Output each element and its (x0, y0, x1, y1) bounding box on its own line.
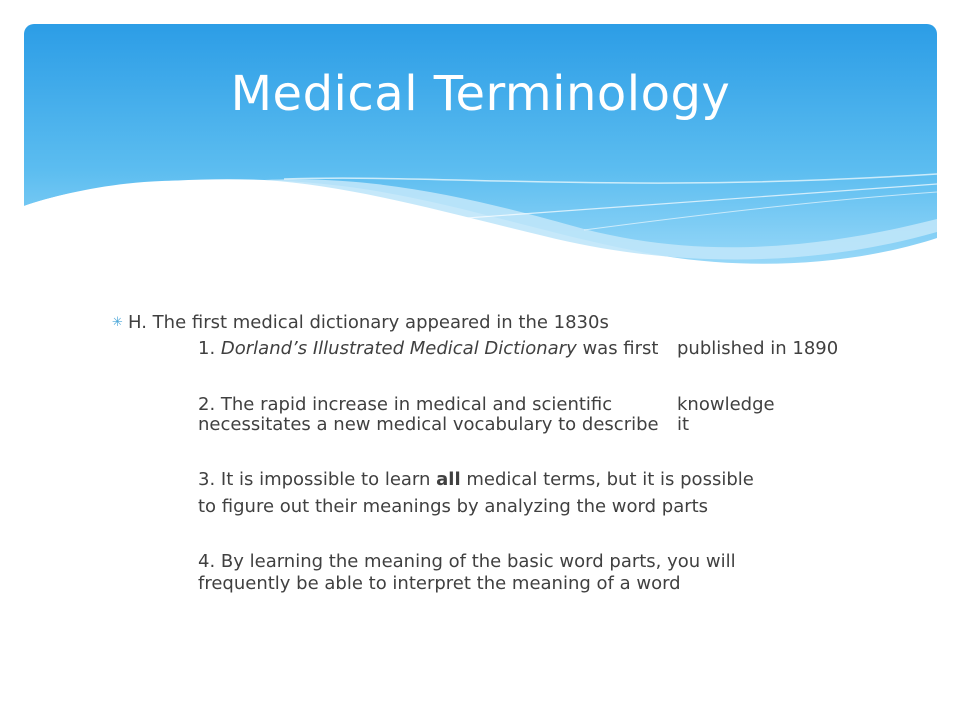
sub-item-1: 1. Dorland’s Illustrated Medical Dictionary was first published in 1890 (198, 338, 839, 359)
sub-item-2-line-2: necessitates a new medical vocabulary to describe it (198, 414, 690, 435)
sub-item-3-line-1: 3. It is impossible to learn all medical terms, but it is possible (198, 469, 754, 490)
sub-item-4-line-2: frequently be able to interpret the meaning of a word (198, 573, 681, 594)
main-point-text: H. The first medical dictionary appeared in the 1830s (128, 312, 609, 333)
dictionary-title: Dorland’s Illustrated Medical Dictionary (220, 338, 577, 359)
sub-item-2-line-1: 2. The rapid increase in medical and scientific knowledge (198, 394, 775, 415)
main-bullet (112, 311, 609, 335)
emphasis-all: all (436, 469, 461, 490)
page-title: Medical Terminology (230, 66, 731, 122)
star-bullet-icon: ✳ (112, 315, 123, 330)
sub-item-3-line-2: to figure out their meanings by analyzing the word parts (198, 496, 709, 517)
sub-item-4-line-1: 4. By learning the meaning of the basic word parts, you will (198, 551, 736, 572)
